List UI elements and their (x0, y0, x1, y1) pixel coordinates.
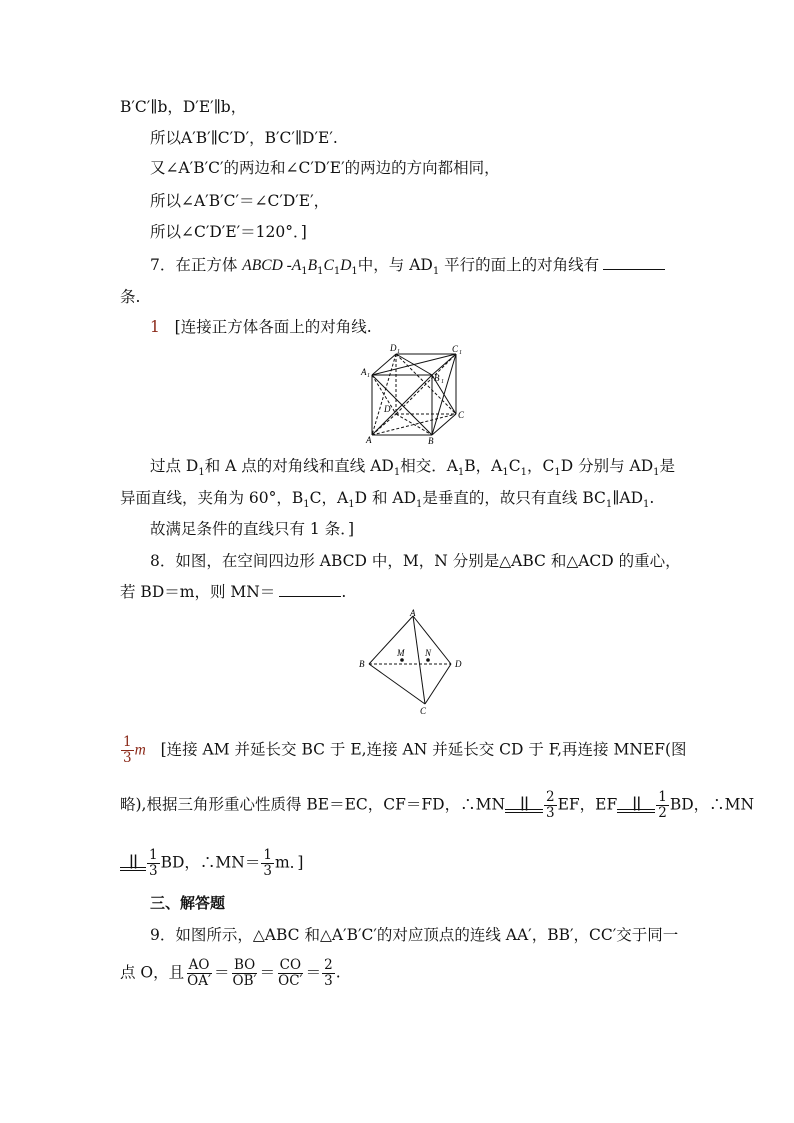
sub: 1 (367, 373, 370, 379)
fraction (231, 958, 259, 989)
t: 相交．A (400, 457, 458, 475)
frac-den: OA′ (187, 973, 212, 989)
t: 故满足条件的直线只有 1 条．] (150, 520, 355, 538)
sub: 1 (502, 467, 509, 479)
rule (505, 812, 543, 813)
t: C，A (309, 489, 349, 507)
sub: 1 (397, 349, 400, 355)
bars: || (632, 795, 641, 811)
frac-num: CO (279, 957, 302, 973)
sub: 1 (351, 266, 358, 278)
t: ∥AD (612, 489, 644, 507)
q7-body: ABCD -A (242, 257, 302, 274)
t: m．] (274, 853, 304, 872)
text-line (150, 221, 307, 243)
frac-num: 1 (123, 734, 132, 750)
t: 是 (659, 457, 676, 475)
q8-hint-line2 (120, 790, 754, 821)
t: ＝ (259, 963, 276, 982)
q8-answer-var: m (134, 741, 146, 759)
frac-num: AO (188, 957, 210, 973)
text-line (120, 96, 246, 118)
label-m: M (397, 648, 405, 658)
fraction (147, 848, 160, 879)
sub: 1 (416, 499, 423, 511)
frac-den: OB′ (232, 973, 257, 989)
sub: 1 (348, 499, 355, 511)
t: 是垂直的，故只有直线 BC (422, 489, 606, 507)
bars: || (128, 853, 138, 869)
question-9 (150, 924, 678, 946)
answer-blank (603, 255, 665, 270)
sub: 1 (301, 266, 308, 278)
t: . (335, 963, 341, 982)
fraction (276, 958, 304, 989)
rule (617, 809, 655, 810)
line-text: 所以A′B′∥C′D′，B′C′∥D′E′. (150, 129, 338, 147)
q7-rest2: 平行的面上的对角线有 (439, 256, 600, 274)
sub: 1 (393, 467, 401, 479)
t: 和 A 点的对角线和直线 AD (204, 457, 394, 475)
t: 异面直线，夹角为 60°，B (120, 489, 304, 507)
q7-c: C (323, 257, 334, 274)
fraction (261, 848, 274, 879)
t: ，C (527, 457, 555, 475)
sub: 1 (333, 266, 341, 278)
sub: 1 (432, 266, 440, 278)
frac-den: OC′ (278, 973, 303, 989)
frac-den: 3 (123, 750, 132, 766)
label-c: C (420, 706, 427, 716)
frac-den: 3 (263, 863, 272, 879)
t: 点 O，且 (120, 963, 185, 982)
frac-den: 3 (149, 863, 158, 879)
t: 过点 D (150, 457, 199, 475)
t: 9．如图所示，△ABC 和△A′B′C′的对应顶点的连线 AA′，BB′，CC′交于同一 (150, 926, 679, 944)
bars: || (519, 795, 529, 811)
frac-den: 3 (546, 805, 555, 821)
q8-hint-line3 (120, 848, 303, 879)
text-line (150, 127, 338, 149)
label-a: A (410, 608, 416, 618)
line-text: 所以∠A′B′C′＝∠C′D′E′， (150, 192, 330, 210)
sub: 1 (554, 467, 561, 479)
frac-num: 1 (658, 789, 667, 805)
sub: 1 (457, 467, 465, 479)
question-8-line2 (120, 581, 346, 603)
line-text: B′C′∥b，D′E′∥b， (120, 98, 247, 116)
q7-prefix: 7．在正方体 (150, 256, 243, 274)
t: D 分别与 AD (560, 457, 654, 475)
q7-answer: 1 (150, 318, 160, 336)
fraction (656, 790, 669, 821)
t: [连接 AM 并延长交 BC 于 E,连接 AN 并延长交 CD 于 F,再连接 MNEF(图 (160, 740, 687, 759)
frac-num: BO (233, 957, 256, 973)
t: 若 BD＝m，则 MN＝ (120, 583, 276, 601)
label-n: N (425, 648, 432, 658)
sub: 1 (520, 467, 528, 479)
parallel-equal-sign (505, 795, 543, 813)
t: BD，∴MN＝ (160, 853, 261, 872)
q7-explain-2 (120, 487, 654, 516)
parallel-equal-sign (617, 795, 655, 813)
text-line (150, 157, 500, 179)
tetrahedron-figure (355, 608, 471, 716)
q7-b: B (307, 257, 318, 274)
q7-tail (120, 286, 140, 308)
q7-explain-1 (150, 455, 675, 484)
sub: 1 (459, 350, 462, 356)
fraction (185, 958, 213, 989)
frac-num: 1 (263, 847, 272, 863)
frac-den: 3 (324, 973, 333, 989)
answer-blank (279, 582, 341, 597)
frac-den: 2 (658, 805, 667, 821)
point-m (400, 658, 404, 662)
sub: 1 (605, 499, 613, 511)
sub: 1 (653, 467, 660, 479)
question-7 (150, 254, 665, 283)
t: D 和 AD (354, 489, 417, 507)
parallel-equal-sign (120, 853, 146, 871)
cube-figure (358, 342, 470, 446)
label-b: B (359, 659, 365, 669)
t: B，A (464, 457, 503, 475)
label-a1: A (361, 367, 367, 377)
sub: 1 (317, 266, 324, 278)
label-b1: B (434, 373, 440, 383)
point-n (426, 658, 430, 662)
sub: 1 (303, 499, 310, 511)
t: 略),根据三角形重心性质得 BE＝EC，CF＝FD，∴MN (120, 795, 506, 814)
sub: 1 (198, 467, 205, 479)
q7-d: D (340, 257, 352, 274)
t: BD，∴MN (669, 795, 755, 814)
q7-hint: [连接正方体各面上的对角线. (174, 318, 372, 336)
text-line (150, 190, 329, 212)
t: ＝ (214, 963, 230, 982)
frac-num: 2 (324, 957, 333, 973)
q7-explain-3 (150, 518, 354, 540)
t: 8．如图，在空间四边形 ABCD 中，M，N 分别是△ABC 和△ACD 的重心， (150, 552, 681, 570)
rule (120, 870, 146, 871)
q8-answer-fraction (121, 735, 134, 766)
label-d1: D (390, 343, 397, 353)
label-b: B (428, 436, 434, 446)
line-text: 又∠A′B′C′的两边和∠C′D′E′的两边的方向都相同， (150, 159, 500, 177)
section-title (150, 892, 225, 914)
q8-answer-line (120, 735, 687, 766)
line-text: 所以∠C′D′E′＝120°．] (150, 223, 307, 241)
label-c1: C (452, 344, 459, 354)
fraction (322, 958, 335, 989)
fraction (544, 790, 557, 821)
t: . (341, 583, 347, 601)
t: . (649, 489, 655, 507)
label-d: D (384, 404, 391, 414)
q7-answer-line (150, 316, 372, 338)
t: EF，EF (557, 795, 618, 814)
t: 三、解答题 (150, 894, 226, 912)
question-8 (150, 550, 681, 572)
rule (617, 812, 655, 813)
t: C (508, 457, 521, 475)
label-c: C (458, 410, 465, 420)
t: ＝ (305, 963, 322, 982)
label-a: A (366, 435, 372, 445)
question-9-line2 (120, 958, 341, 989)
frac-num: 2 (546, 789, 555, 805)
q7-tail-text: 条. (120, 288, 141, 306)
rule (505, 809, 543, 810)
frac-num: 1 (149, 847, 158, 863)
label-d: D (455, 659, 462, 669)
sub: 1 (643, 499, 650, 511)
sub: 1 (441, 379, 444, 385)
q7-rest: 中，与 AD (357, 256, 433, 274)
rule (120, 867, 146, 868)
